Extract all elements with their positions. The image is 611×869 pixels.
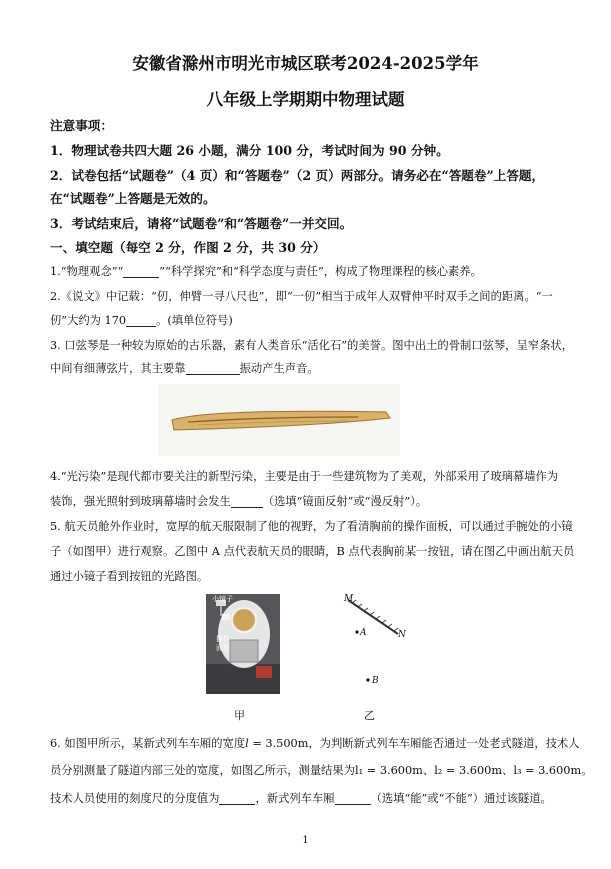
notice-item-2a: 2．试卷包括“试题卷”（4 页）和“答题卷”（2 页）两部分。请务必在“答题卷”上答题， [50,168,545,183]
question-1 [50,263,571,279]
mirror-diagram-svg [336,590,436,700]
q4-post: （选填“镜面反射”或“漫反射”）。 [262,495,428,508]
q6-line2-pre: 员分别测量了隧道内部三处的宽度，如图乙所示，测量结果为 [50,764,356,777]
q4-pre: 装饰，强光照射到玻璃幕墙时会发生 [50,495,231,508]
question-2-line1: 2.《说文》中记载：“仞，伸臂一寻八尺也”，即“一仞”相当于成年人双臂伸平时双手之间的距离。“一 [50,290,553,303]
q2-blank[interactable] [126,315,156,327]
bone-mouth-harp-photo [158,384,400,456]
notice-item-2b: 在“试题卷”上答题是无效的。 [50,191,216,206]
q6-sep1: 、 [422,764,435,777]
question-5-line1: 5. 航天员舱外作业时，宽厚的航天服限制了他的视野，为了看清胸前的操作面板，可以通过手腕处的小镜 [50,520,573,533]
question-4-line1: 4.“光污染”是现代都市要关注的新型污染，主要是由于一些建筑物为了美观，外部采用了玻璃幕墙作为 [50,470,559,483]
q6-line3-mid: ，新式列车车厢 [255,792,335,805]
q6-blank-2[interactable] [335,793,371,805]
q1-pre: 1.“物理观念”“ [50,265,124,278]
point-a-label: A [360,628,367,638]
q1-blank[interactable] [123,266,159,278]
exam-title-line1: 安徽省滁州市明光市城区联考2024-2025学年 [132,54,479,73]
q6-line3-pre: 技术人员使用的刻度尺的分度值为 [50,792,220,805]
q6-width-val: = 3.500m [248,737,309,750]
q3-pre: 中间有细薄弦片，其主要靠 [50,362,186,375]
caption-yi: 乙 [364,709,375,722]
point-m-label: M [344,594,354,604]
question-6-line3 [50,790,571,806]
q2-post: 。(填单位符号) [156,314,233,327]
caption-jia: 甲 [234,709,245,722]
q3-blank[interactable] [186,363,240,375]
q6-l2: l₂ = 3.600m [434,764,503,777]
exam-title-line2: 八年级上学期期中物理试题 [206,90,405,109]
q6-blank-1[interactable] [219,793,255,805]
panel-label-1: 操作 [216,635,230,643]
q4-blank[interactable] [231,496,263,508]
q6-l1: l₁ = 3.600m [355,764,423,777]
question-5-line2: 子（如图甲）进行观察。乙图中 A 点代表航天员的眼睛，B 点代表胸前某一按钮，请在图乙中画出航天员 [50,545,575,558]
q2-pre: 仞”大约为 170 [50,314,127,327]
question-3-line2 [50,360,571,376]
q6-line3-post: （选填“能”或“不能”）通过该隧道。 [370,792,552,805]
page-number: 1 [302,835,309,846]
q6-line2-end: 。 [581,764,593,777]
question-2-line2 [50,312,571,328]
notice-item-3: 3．考试结束后，请将“试题卷”和“答题卷”一并交回。 [50,216,353,231]
notice-heading: 注意事项： [50,118,113,133]
section1-heading: 一、填空题（每空 2 分，作图 2 分，共 30 分） [50,240,326,255]
q6-l3: l₃ = 3.600m [513,764,582,777]
q3-post: 振动产生声音。 [239,362,319,375]
q6-sep2: 、 [502,764,514,777]
point-b-label: B [372,676,379,686]
astronaut-photo [206,594,280,694]
notice-item-1: 1．物理试卷共四大题 26 小题，满分 100 分，考试时间为 90 分钟。 [50,143,449,158]
question-4-line2 [50,493,571,509]
question-3-line1: 3. 口弦琴是一种较为原始的古乐器，素有人类音乐“活化石”的美誉。图中出土的骨制口弦琴，呈窄条状， [50,339,573,352]
mirror-label: 小镜子 [212,595,233,603]
point-n-label: N [398,630,406,640]
question-6-line2 [50,762,593,778]
mirror-diagram [336,590,436,700]
q1-post: ”“科学探究”和“科学态度与责任”，构成了物理课程的核心素养。 [159,265,482,278]
question-5-line3: 通过小镜子看到按钮的光路图。 [50,570,209,583]
q6-pre: 6. 如图甲所示，某新式列车车厢的宽度 [50,737,246,750]
panel-label-2: 面板 [216,644,230,652]
question-6-line1 [50,735,580,751]
q6-line1-post: ，为判断新式列车车厢能否通过一处老式隧道，技术人 [308,737,580,750]
q6-width-var: l [245,737,249,750]
mouth-harp-drawing [158,384,400,456]
